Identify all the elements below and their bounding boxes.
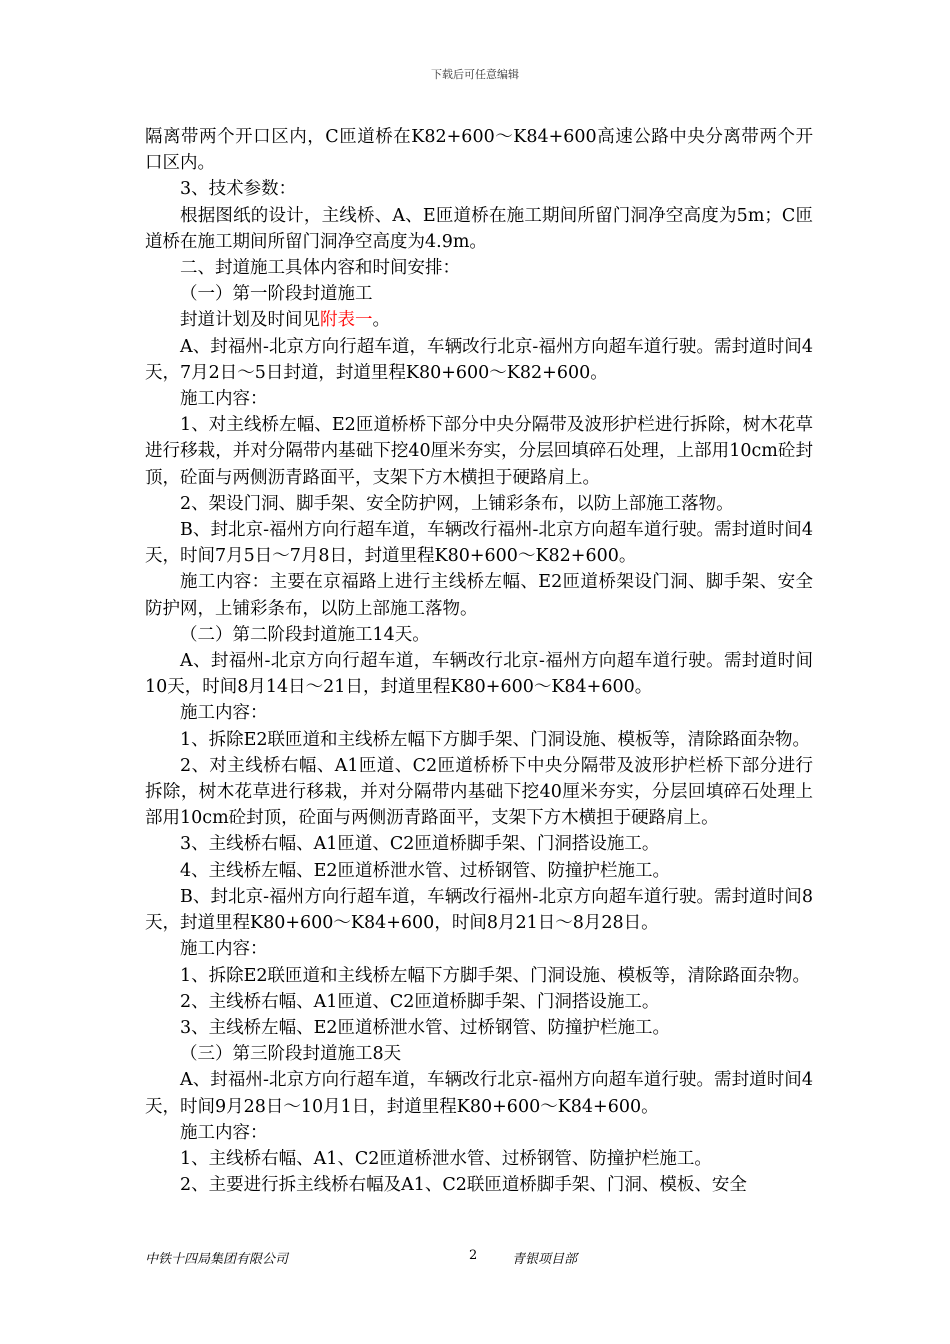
paragraph: 3、主线桥右幅、A1匝道、C2匝道桥脚手架、门洞搭设施工。 bbox=[180, 834, 660, 855]
paragraph: （二）第二阶段封道施工14天。 bbox=[180, 624, 430, 645]
paragraph: （三）第三阶段封道施工8天 bbox=[180, 1044, 402, 1065]
paragraph-text: 。 bbox=[372, 310, 390, 331]
paragraph: B、封北京-福州方向行超车道，车辆改行福州-北京方向超车道行驶。需封道时间8天，封道里程K80+600～K84+600，时间8月21日～8月28日。 bbox=[145, 886, 813, 934]
paragraph: 隔离带两个开口区内，C匝道桥在K82+600～K84+600高速公路中央分离带两个开口区内。 bbox=[145, 127, 813, 174]
footer-company: 中铁十四局集团有限公司 bbox=[145, 1252, 289, 1267]
paragraph bbox=[145, 307, 813, 333]
paragraph: 4、主线桥左幅、E2匝道桥泄水管、过桥钢管、防撞护栏施工。 bbox=[180, 860, 671, 881]
paragraph: 3、技术参数： bbox=[180, 179, 297, 200]
paragraph: 1、对主线桥左幅、E2匝道桥桥下部分中央分隔带及波形护栏进行拆除，树木花草进行移栽，并对分隔带内基础下挖40厘米夯实，分层回填碎石处理，上部用10cm砼封顶，砼面与两侧沥青路面平，支架下方木横担于硬路肩上。 bbox=[145, 415, 813, 488]
appendix-reference: 附表一 bbox=[320, 310, 373, 331]
paragraph: 施工内容： bbox=[180, 389, 268, 410]
paragraph: 施工内容： bbox=[180, 939, 268, 960]
header-note: 下载后可任意编辑 bbox=[431, 68, 519, 81]
paragraph: 施工内容：主要在京福路上进行主线桥左幅、E2匝道桥架设门洞、脚手架、安全防护网，上铺彩条布，以防上部施工落物。 bbox=[145, 572, 813, 619]
paragraph: 2、主线桥右幅、A1匝道、C2匝道桥脚手架、门洞搭设施工。 bbox=[180, 991, 660, 1012]
paragraph: 施工内容： bbox=[180, 703, 268, 724]
paragraph: A、封福州-北京方向行超车道，车辆改行北京-福州方向超车道行驶。需封道时间4天，7月2日～5日封道，封道里程K80+600～K82+600。 bbox=[145, 336, 813, 383]
document-body bbox=[145, 124, 813, 1198]
paragraph: （一）第一阶段封道施工 bbox=[180, 284, 373, 305]
paragraph: 2、对主线桥右幅、A1匝道、C2匝道桥桥下中央分隔带及波形护栏桥下部分进行拆除，树木花草进行移栽，并对分隔带内基础下挖40厘米夯实，分层回填碎石处理上部用10cm砼封顶，砼面与两侧沥青路面平，支架下方木横担于硬路肩上。 bbox=[145, 755, 813, 829]
paragraph: 1、拆除E2联匝道和主线桥左幅下方脚手架、门洞设施、模板等，清除路面杂物。 bbox=[180, 729, 811, 750]
paragraph: 施工内容： bbox=[180, 1122, 268, 1143]
footer-department: 青银项目部 bbox=[512, 1252, 578, 1267]
paragraph: 3、主线桥左幅、E2匝道桥泄水管、过桥钢管、防撞护栏施工。 bbox=[180, 1017, 671, 1038]
paragraph: 1、拆除E2联匝道和主线桥左幅下方脚手架、门洞设施、模板等，清除路面杂物。 bbox=[180, 965, 811, 986]
paragraph: 根据图纸的设计，主线桥、A、E匝道桥在施工期间所留门洞净空高度为5m；C匝道桥在施工期间所留门洞净空高度为4.9m。 bbox=[145, 205, 813, 252]
paragraph: 二、封道施工具体内容和时间安排： bbox=[180, 258, 460, 279]
paragraph-text: 封道计划及时间见 bbox=[180, 310, 320, 331]
footer-page-number: 2 bbox=[469, 1248, 478, 1263]
paragraph: A、封福州-北京方向行超车道，车辆改行北京-福州方向超车道行驶。需封道时间4天，时间9月28日～10月1日，封道里程K80+600～K84+600。 bbox=[145, 1070, 813, 1117]
paragraph: 2、主要进行拆主线桥右幅及A1、C2联匝道桥脚手架、门洞、模板、安全 bbox=[180, 1175, 747, 1196]
paragraph: B、封北京-福州方向行超车道，车辆改行福州-北京方向超车道行驶。需封道时间4天，时间7月5日～7月8日，封道里程K80+600～K82+600。 bbox=[145, 520, 813, 567]
paragraph: 2、架设门洞、脚手架、安全防护网，上铺彩条布，以防上部施工落物。 bbox=[180, 493, 734, 514]
paragraph: 1、主线桥右幅、A1、C2匝道桥泄水管、过桥钢管、防撞护栏施工。 bbox=[180, 1148, 712, 1169]
paragraph: A、封福州-北京方向行超车道，车辆改行北京-福州方向超车道行驶。需封道时间10天，时间8月14日～21日，封道里程K80+600～K84+600。 bbox=[145, 651, 813, 698]
